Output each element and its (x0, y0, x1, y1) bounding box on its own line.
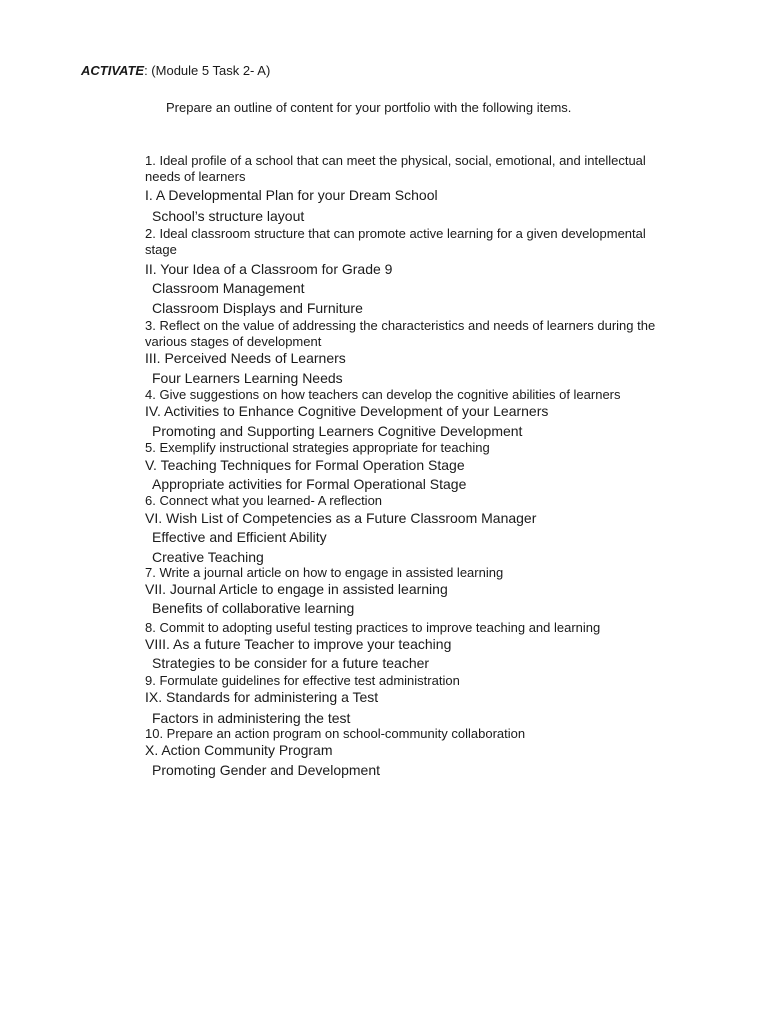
task-item: 8. Commit to adopting useful testing practices to improve teaching and learning (145, 620, 601, 635)
task-item: 3. Reflect on the value of addressing the characteristics and needs of learners during the various stages of development (145, 318, 656, 349)
intro-text: Prepare an outline of content for your portfolio with the following items. (166, 100, 572, 115)
activate-label: ACTIVATE (81, 63, 145, 78)
subtopic: Effective and Efficient Ability (152, 529, 327, 545)
section-heading: VII. Journal Article to engage in assisted learning (145, 581, 448, 597)
section-heading: II. Your Idea of a Classroom for Grade 9 (145, 261, 393, 277)
subtopic: Factors in administering the test (152, 710, 351, 726)
task-item: 7. Write a journal article on how to engage in assisted learning (145, 565, 504, 580)
subtopic: Appropriate activities for Formal Operational Stage (152, 476, 467, 492)
task-item: 1. Ideal profile of a school that can meet the physical, social, emotional, and intellectual needs of learners (145, 153, 646, 184)
section-heading: IV. Activities to Enhance Cognitive Development of your Learners (145, 403, 549, 419)
subtopic: School’s structure layout (152, 208, 305, 224)
task-item: 2. Ideal classroom structure that can promote active learning for a given developmental stage (145, 226, 646, 257)
subtopic: Four Learners Learning Needs (152, 370, 343, 386)
task-item: 10. Prepare an action program on school-community collaboration (145, 726, 526, 741)
section-heading: X. Action Community Program (145, 742, 333, 758)
section-heading: IX. Standards for administering a Test (145, 689, 379, 705)
subtopic: Promoting Gender and Development (152, 762, 381, 778)
task-item: 9. Formulate guidelines for effective test administration (145, 673, 460, 688)
task-item: 6. Connect what you learned- A reflection (145, 493, 383, 508)
subtopic: Classroom Displays and Furniture (152, 300, 363, 316)
task-item: 5. Exemplify instructional strategies appropriate for teaching (145, 440, 490, 455)
section-heading: V. Teaching Techniques for Formal Operation Stage (145, 457, 465, 473)
section-heading: VI. Wish List of Competencies as a Future Classroom Manager (145, 510, 537, 526)
subtopic: Classroom Management (152, 280, 305, 296)
subtopic: Creative Teaching (152, 549, 264, 565)
subtopic: Strategies to be consider for a future teacher (152, 655, 430, 671)
page-heading (81, 63, 270, 79)
section-heading: VIII. As a future Teacher to improve your teaching (145, 636, 452, 652)
subtopic: Promoting and Supporting Learners Cognitive Development (152, 423, 523, 439)
task-item: 4. Give suggestions on how teachers can develop the cognitive abilities of learners (145, 387, 621, 402)
subtopic: Benefits of collaborative learning (152, 600, 355, 616)
section-heading: I. A Developmental Plan for your Dream School (145, 187, 438, 203)
module-label: : (Module 5 Task 2- A) (144, 63, 271, 78)
section-heading: III. Perceived Needs of Learners (145, 350, 346, 366)
